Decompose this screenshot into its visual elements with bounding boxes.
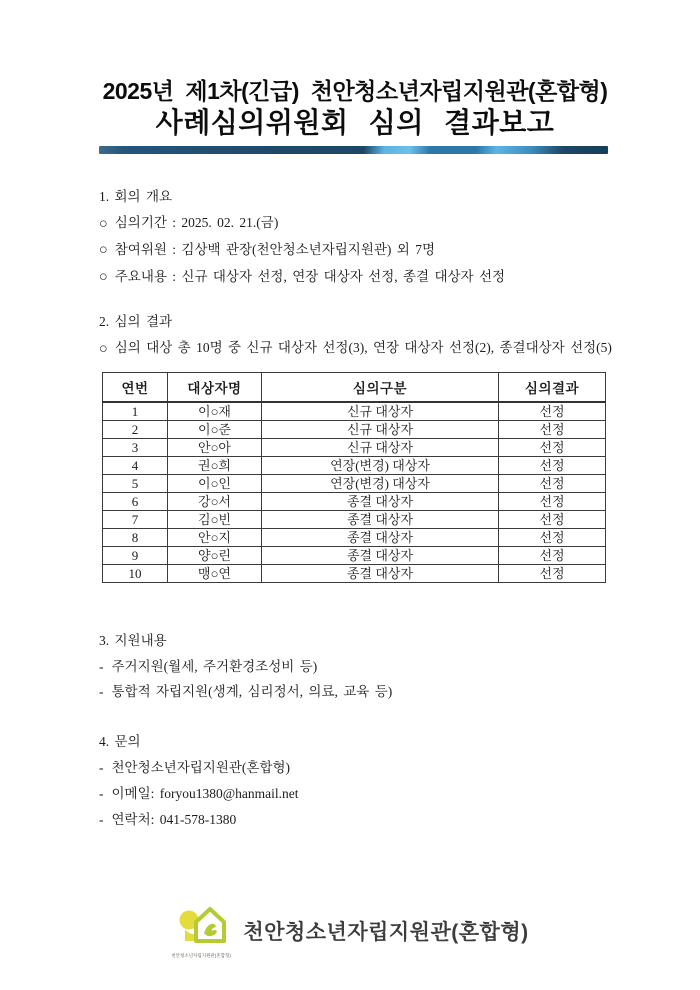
- cell-number: 10: [103, 564, 168, 582]
- cell-result: 선정: [499, 474, 606, 492]
- cell-category: 연장(변경) 대상자: [262, 456, 499, 474]
- list-item-text: 심의 대상 총 10명 중 신규 대상자 선정(3), 연장 대상자 선정(2), 종결대상자 선정(5): [114, 340, 612, 356]
- cell-name: 강○서: [168, 492, 262, 510]
- list-item: [99, 807, 611, 833]
- cell-number: 2: [103, 420, 168, 438]
- footer-org-block: [87, 903, 611, 959]
- dash-bullet: -: [99, 786, 104, 802]
- section-support-content: [99, 628, 611, 706]
- table-row: [103, 402, 606, 421]
- cell-name: 이○재: [168, 402, 262, 421]
- contact-email: 이메일: foryou1380@hanmail.net: [111, 786, 299, 802]
- logo-caption: 천안청소년자립지원관(혼합형): [171, 952, 232, 959]
- list-item-text: 통합적 자립지원(생계, 심리정서, 의료, 교육 등): [111, 684, 393, 700]
- list-item: [99, 335, 611, 362]
- cell-category: 종결 대상자: [262, 564, 499, 582]
- report-title: [99, 76, 611, 154]
- section-heading: 1. 회의 개요: [99, 189, 173, 204]
- column-header-name: 대상자명: [168, 373, 262, 402]
- list-item-text: 참여위원 : 김상백 관장(천안청소년자립지원관) 외 7명: [114, 241, 435, 257]
- list-item-text: 주요내용 : 신규 대상자 선정, 연장 대상자 선정, 종결 대상자 선정: [114, 268, 506, 284]
- cell-name: 권○희: [168, 456, 262, 474]
- org-name: 천안청소년자립지원관(혼합형): [243, 920, 529, 944]
- dash-bullet: -: [99, 684, 104, 700]
- cell-category: 연장(변경) 대상자: [262, 474, 499, 492]
- cell-result: 선정: [499, 510, 606, 528]
- cell-name: 김○빈: [168, 510, 262, 528]
- cell-category: 신규 대상자: [262, 438, 499, 456]
- cell-result: 선정: [499, 528, 606, 546]
- section-heading: 2. 심의 결과: [99, 314, 173, 330]
- cell-number: 6: [103, 492, 168, 510]
- cell-category: 종결 대상자: [262, 546, 499, 564]
- review-result-table: [102, 372, 606, 583]
- circle-bullet-icon: ○: [99, 242, 108, 259]
- cell-result: 선정: [499, 456, 606, 474]
- cell-name: 안○지: [168, 528, 262, 546]
- cell-result: 선정: [499, 492, 606, 510]
- list-item: [99, 237, 611, 264]
- list-item: [99, 654, 611, 680]
- table-row: [103, 456, 606, 474]
- table-row: [103, 528, 606, 546]
- cell-name: 이○인: [168, 474, 262, 492]
- cell-category: 종결 대상자: [262, 528, 499, 546]
- section-contact: [99, 729, 611, 832]
- list-item: [99, 210, 611, 237]
- table-header-row: [103, 373, 606, 402]
- list-item: [99, 264, 611, 291]
- dash-bullet: -: [99, 658, 104, 674]
- cell-name: 맹○연: [168, 564, 262, 582]
- cell-number: 3: [103, 438, 168, 456]
- table-row: [103, 510, 606, 528]
- dash-bullet: -: [99, 811, 104, 827]
- section-meeting-overview: [99, 184, 611, 290]
- table-row: [103, 438, 606, 456]
- dash-bullet: -: [99, 760, 104, 776]
- cell-number: 7: [103, 510, 168, 528]
- cell-category: 신규 대상자: [262, 402, 499, 421]
- column-header-category: 심의구분: [262, 373, 499, 402]
- list-item-text: 심의기간 : 2025. 02. 21.(금): [114, 215, 279, 230]
- cell-number: 9: [103, 546, 168, 564]
- house-person-logo-icon: [175, 903, 227, 951]
- cell-number: 8: [103, 528, 168, 546]
- cell-result: 선정: [499, 546, 606, 564]
- table-row: [103, 474, 606, 492]
- contact-phone: 연락처: 041-578-1380: [111, 811, 237, 827]
- list-item: [99, 781, 611, 807]
- list-item-text: 천안청소년자립지원관(혼합형): [111, 760, 291, 776]
- column-header-result: 심의결과: [499, 373, 606, 402]
- cell-category: 신규 대상자: [262, 420, 499, 438]
- cell-result: 선정: [499, 564, 606, 582]
- cell-name: 양○린: [168, 546, 262, 564]
- table-row: [103, 420, 606, 438]
- org-logo: [169, 903, 233, 959]
- cell-result: 선정: [499, 402, 606, 421]
- report-title-line2: 사례심의위원회 심의 결과보고: [155, 107, 555, 138]
- cell-name: 이○준: [168, 420, 262, 438]
- report-title-line1: 2025년 제1차(긴급) 천안청소년자립지원관(혼합형): [102, 78, 608, 104]
- cell-result: 선정: [499, 438, 606, 456]
- table-row: [103, 492, 606, 510]
- list-item: [99, 679, 611, 705]
- cell-name: 안○아: [168, 438, 262, 456]
- section-review-result: [99, 309, 611, 582]
- section-heading: 4. 문의: [99, 734, 141, 750]
- circle-bullet-icon: ○: [99, 269, 108, 286]
- section-heading: 3. 지원내용: [99, 632, 167, 648]
- list-item-text: 주거지원(월세, 주거환경조성비 등): [111, 658, 318, 674]
- list-item: [99, 755, 611, 781]
- column-header-number: 연번: [103, 373, 168, 402]
- cell-category: 종결 대상자: [262, 510, 499, 528]
- cell-number: 4: [103, 456, 168, 474]
- cell-category: 종결 대상자: [262, 492, 499, 510]
- cell-number: 5: [103, 474, 168, 492]
- title-divider-bar: [99, 146, 608, 154]
- circle-bullet-icon: ○: [99, 340, 108, 357]
- circle-bullet-icon: ○: [99, 215, 108, 232]
- table-row: [103, 546, 606, 564]
- table-row: [103, 564, 606, 582]
- cell-result: 선정: [499, 420, 606, 438]
- cell-number: 1: [103, 402, 168, 421]
